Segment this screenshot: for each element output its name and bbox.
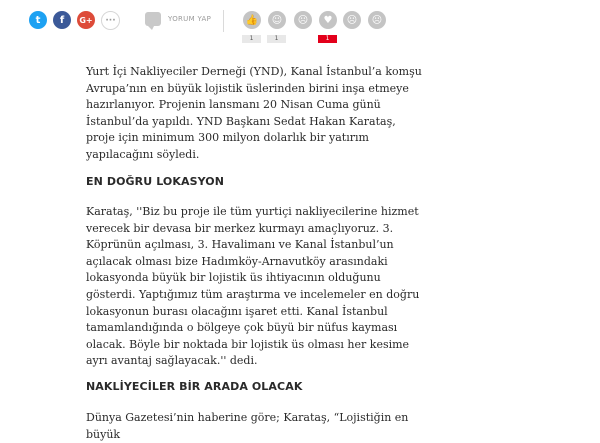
surprised-face-icon: ☹ [297,14,309,26]
facebook-share-icon[interactable] [53,11,71,29]
sad-face-icon: ☹ [346,14,358,26]
twitter-share-icon[interactable] [29,11,47,29]
reaction-angry-button[interactable] [368,11,386,29]
angry-face-icon: ☹ [371,14,383,26]
reaction-love-button[interactable] [319,11,337,29]
reaction-love-count: 1 [318,35,337,43]
google-plus-icon: G+ [79,15,93,25]
google-plus-share-icon[interactable] [77,11,95,29]
twitter-icon: t [35,14,41,26]
reaction-like-button[interactable] [243,11,261,29]
more-share-button[interactable] [101,11,120,30]
reaction-sad-button[interactable] [343,11,361,29]
section-heading: NAKLİYECİLER BİR ARADA OLACAK [86,380,303,393]
toolbar-divider [223,10,224,32]
more-icon: ··· [105,15,116,26]
comment-bubble-icon [145,12,161,26]
comment-button[interactable] [145,12,211,26]
article-toolbar [0,0,600,50]
reaction-happy-button[interactable] [268,11,286,29]
happy-face-icon: ☺ [271,14,283,26]
comment-label: YORUM YAP [168,15,212,23]
article-paragraph: Yurt İçi Nakliyeciler Derneği (YND), Kanal İstanbul’a komşu Avrupa’nın en büyük lojistik üslerinden birini inşa etmeye hazırlanıyor. Projenin lansmanı 20 Nisan Cuma günü İstanbul’da yapıldı. YND Başkanı Sedat Hakan Karataş, proje için minimum 300 milyon dolarlık bir yatırım yapılacağını söyledi. [86,65,422,161]
thumbs-up-icon: 👍 [245,14,259,26]
heart-icon: ♥ [323,14,333,26]
reaction-surprised-button[interactable] [294,11,312,29]
article-paragraph: Karataş, ''Biz bu proje ile tüm yurtiçi nakliyecilerine hizmet verecek bir devasa bir merkez kurmayı amaçlıyoruz. 3. Köprünün açılması, 3. Havalimanı ve Kanal İstanbul’un açılacak olması bize Hadımköy-Arnavutköy arasındaki lokasyonda büyük bir lojistik üs ihtiyacının olduğunu gösterdi. Yaptığımız tüm araştırma ve incelemeler en doğru lokasyonun burası olacağını işaret etti. Kanal İstanbul tamamlandığında o bölgeye çok büyü bir nüfus kayması olacak. Böyle bir noktada bir lojistik üs olması her kesime ayrı avantaj sağlayacak.'' dedi. [86,205,420,368]
article-paragraph: Dünya Gazetesi’nin haberine göre; Karataş, “Lojistiğin en büyük [86,411,409,441]
reaction-happy-count: 1 [267,35,286,43]
section-heading: EN DOĞRU LOKASYON [86,175,225,188]
facebook-icon: f [59,14,65,26]
reaction-like-count: 1 [242,35,261,43]
